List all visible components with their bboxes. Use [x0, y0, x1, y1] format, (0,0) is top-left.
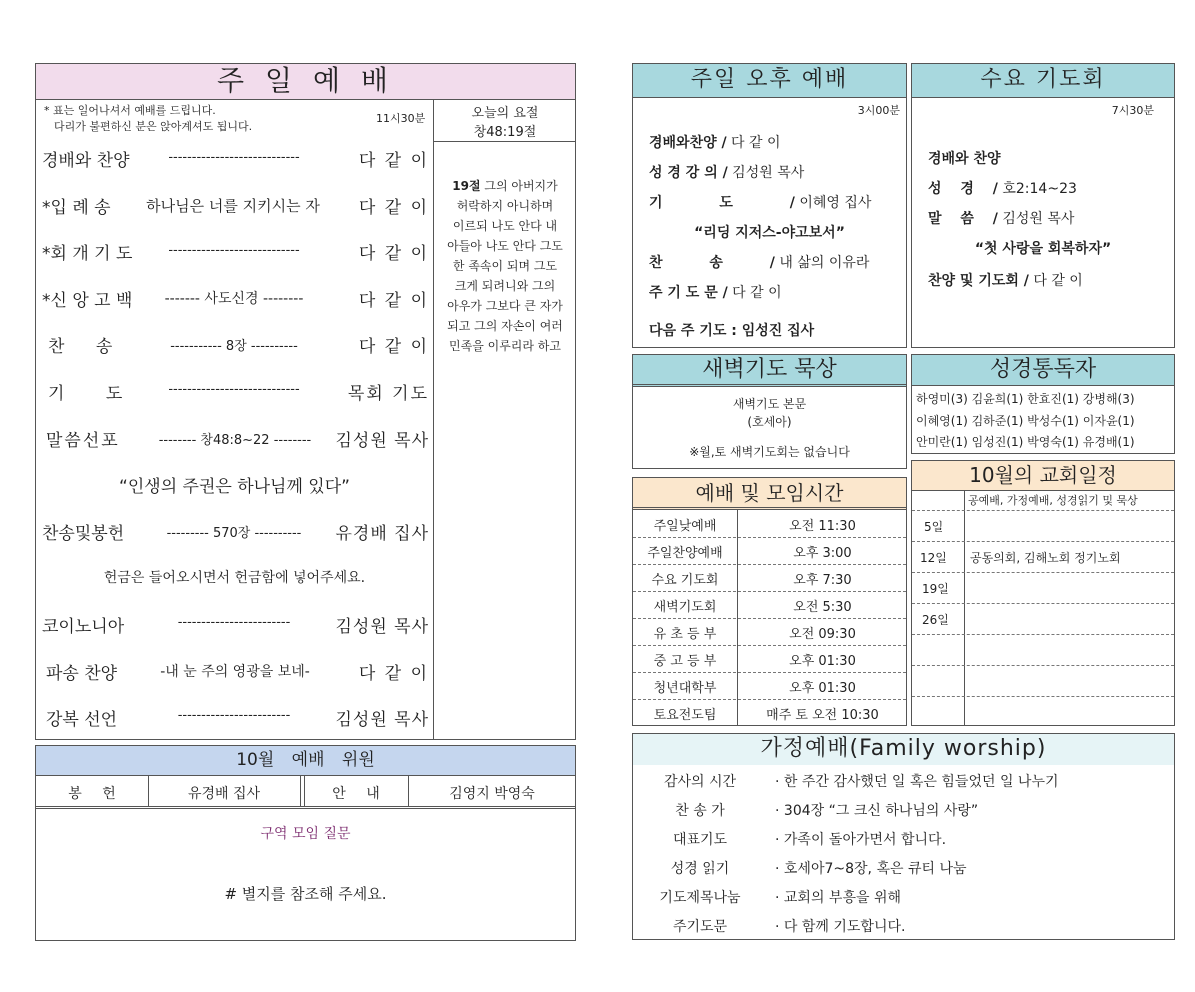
standing-note-1: * 표는 일어나셔서 예배를 드립니다.	[44, 104, 216, 117]
family-title: 가정예배(Family worship)	[633, 734, 1174, 765]
order-label: 코이노니아	[42, 617, 125, 637]
order-label: 찬 송	[48, 337, 113, 357]
bible-reader-row: 하영미(3) 김윤희(1) 한효진(1) 강병해(3)	[916, 392, 1135, 406]
order-leader: 김성원 목사	[335, 431, 429, 451]
family-value: 교회의 부흥을 위해	[783, 890, 901, 906]
family-value: 가족이 돌아가면서 합니다.	[783, 832, 947, 848]
verse-line: 아우가 그보다 큰 자가	[447, 299, 563, 313]
order-label: 경배와 찬양	[42, 151, 130, 171]
order-leader: 다 같 이	[358, 291, 429, 311]
bible-reading-box	[911, 354, 1175, 454]
afternoon-label: 경배와찬양 /	[649, 135, 727, 151]
meeting-time: 매주 토 오전 10:30	[766, 708, 879, 723]
dawn-line: 새벽기도 본문	[732, 397, 807, 411]
meeting-time: 오후 3:00	[793, 546, 852, 561]
order-middle: ------- 사도신경 --------	[164, 291, 304, 307]
order-label: 파송 찬양	[46, 664, 118, 684]
order-label: 기 도	[48, 384, 123, 404]
verse-ref: 창48:19절	[473, 125, 537, 140]
schedule-day: 26일	[922, 613, 949, 627]
wednesday-line: 경배와 찬양	[928, 151, 1001, 167]
afternoon-value: 이혜영 집사	[794, 195, 872, 211]
wednesday-value: 호2:14~23	[997, 181, 1077, 197]
verse-line: 아들아 나도 안다 그도	[447, 239, 563, 253]
offering-note: 헌금은 들어오시면서 헌금함에 넣어주세요.	[103, 570, 366, 586]
family-label: 찬 송 가	[675, 803, 725, 819]
verse-line: 되고 그의 자손이 여러	[447, 319, 563, 333]
meeting-time: 오전 5:30	[793, 600, 852, 615]
meeting-name: 청년대학부	[653, 681, 717, 696]
afternoon-time: 3시00분	[857, 104, 900, 117]
group-question-title: 구역 모임 질문	[260, 826, 351, 842]
bible-reader-row: 이혜영(1) 김하준(1) 박성수(1) 이자윤(1)	[916, 414, 1135, 428]
order-label: 말씀선포	[46, 431, 120, 451]
order-middle: -------- 창48:8~22 --------	[158, 433, 312, 448]
meeting-name: 유 초 등 부	[653, 627, 717, 642]
schedule-day: 19일	[922, 582, 949, 596]
order-middle: ------------------------	[177, 708, 291, 723]
afternoon-value: 다 같 이	[726, 135, 781, 151]
usher-names: 김영지 박영숙	[449, 786, 535, 802]
family-value: 다 함께 기도합니다.	[783, 919, 906, 935]
family-value: 호세아7~8장, 혹은 큐티 나눔	[783, 861, 967, 877]
committee-box	[35, 745, 576, 941]
meeting-time: 오전 11:30	[789, 519, 856, 534]
afternoon-value: 김성원 목사	[727, 165, 805, 181]
afternoon-label: 주 기 도 문 /	[649, 285, 728, 301]
wednesday-title: 수요 기도회	[912, 64, 1174, 98]
meeting-name: 토요전도팀	[653, 708, 717, 723]
meeting-name: 주일낮예배	[653, 519, 717, 534]
family-value: 304장 “그 크신 하나님의 사랑”	[783, 803, 979, 819]
order-middle: 하나님은 너를 지키시는 자	[146, 197, 320, 215]
schedule-day: 5일	[924, 520, 944, 534]
verse-line: 민족을 이루리라 하고	[449, 339, 561, 353]
afternoon-subtitle: “리딩 지저스-야고보서”	[694, 225, 845, 241]
meeting-time: 오후 01:30	[789, 681, 856, 696]
verse-line: 한 족속이 되며 그도	[452, 259, 558, 273]
order-middle: ----------------------------	[168, 382, 300, 397]
family-label: 기도제목나눔	[659, 890, 741, 906]
order-middle: ----------------------------	[168, 150, 300, 165]
wednesday-label: 말 씀 /	[928, 211, 998, 227]
order-item	[42, 146, 130, 171]
schedule-header: 공예배, 가정예배, 성경읽기 및 묵상	[968, 494, 1138, 507]
meeting-name: 주일찬양예배	[647, 546, 723, 561]
meeting-time: 오후 7:30	[793, 573, 852, 588]
next-prayer: 다음 주 기도 : 임성진 집사	[649, 323, 815, 339]
order-middle: ----------------------------	[168, 243, 300, 258]
verse-title: 오늘의 요절	[471, 106, 539, 121]
verse-text	[434, 176, 576, 356]
meeting-times-title: 예배 및 모임시간	[633, 478, 906, 510]
afternoon-value: 내 삶의 이유라	[774, 255, 870, 271]
order-label: *신 앙 고 백	[42, 291, 133, 311]
offering-label: 봉 헌	[68, 786, 116, 802]
verse-line: 이르되 나도 안다 내	[452, 219, 558, 233]
dawn-title: 새벽기도 묵상	[633, 355, 906, 387]
meeting-name: 수요 기도회	[651, 573, 719, 588]
meeting-name: 중 고 등 부	[653, 654, 717, 669]
dawn-prayer-box	[632, 354, 907, 469]
meeting-time: 오후 01:30	[789, 654, 856, 669]
wednesday-label: 성 경 /	[928, 181, 998, 197]
family-value: 한 주간 감사했던 일 혹은 힘들었던 일 나누기	[783, 774, 1059, 790]
order-middle: --------- 570장 ----------	[166, 526, 302, 541]
schedule-box	[911, 460, 1175, 726]
dawn-line: (호세아)	[747, 415, 792, 429]
wednesday-value: 김성원 목사	[997, 211, 1075, 227]
meeting-name: 새벽기도회	[653, 600, 717, 615]
family-label: 대표기도	[672, 832, 728, 848]
sunday-service-title: 주 일 예 배	[36, 64, 575, 100]
meeting-times-box	[632, 477, 907, 726]
verse-line: 크게 되려니와 그의	[454, 279, 556, 293]
schedule-title: 10월의 교회일정	[912, 461, 1174, 491]
family-label: 성경 읽기	[670, 861, 730, 877]
order-leader: 목회 기도	[347, 384, 429, 404]
order-leader: 다 같 이	[358, 337, 429, 357]
committee-title: 10월 예배 위원	[36, 746, 575, 776]
order-label: 강복 선언	[46, 710, 118, 730]
order-leader: 다 같 이	[358, 198, 429, 218]
bible-title: 성경통독자	[912, 355, 1174, 386]
order-leader: 다 같 이	[358, 151, 429, 171]
committee-row	[36, 776, 575, 809]
order-middle: ----------- 8장 ----------	[170, 339, 298, 354]
verse-line: 그의 아버지가	[480, 179, 558, 193]
service-time: 11시30분	[376, 112, 426, 125]
usher-label: 안 내	[332, 786, 380, 802]
order-leader: 김성원 목사	[335, 710, 429, 730]
family-worship-box: 가정예배(Family worship) 감사의 시간 · 한 주간 감사했던 일 혹은 힘들었던 일 나누기 찬 송 가 · 304장 “그 크신 하나님의 사랑” 대표기도 · 가족이 돌아가면서 합니다. 성경 읽기 · 호세아7~8장, 혹은 큐티 나눔 기도제목나눔 · 교회의 부흥을 위해 주기도문 · 다 함께 기도합니다.	[632, 733, 1175, 940]
order-leader: 유경배 집사	[335, 524, 429, 544]
order-label: 찬송및봉헌	[42, 524, 125, 544]
family-label: 주기도문	[672, 919, 728, 935]
verse-line: 허락하지 아니하며	[456, 199, 554, 213]
order-label: *회 개 기 도	[42, 244, 133, 264]
wednesday-time: 7시30분	[1111, 104, 1154, 117]
wednesday-subtitle: “첫 사랑을 회복하자”	[974, 241, 1112, 257]
order-leader: 다 같 이	[358, 244, 429, 264]
wednesday-box	[911, 63, 1175, 348]
wednesday-value: 다 같 이	[1028, 273, 1083, 289]
wednesday-label: 찬양 및 기도회 /	[928, 273, 1029, 289]
schedule-day: 12일	[920, 551, 947, 565]
order-middle: ------------------------	[177, 615, 291, 630]
afternoon-service-box	[632, 63, 907, 348]
schedule-event: 공동의회, 김해노회 정기노회	[970, 551, 1121, 565]
afternoon-label: 찬 송 /	[649, 255, 775, 271]
verse-rule	[434, 141, 576, 142]
family-label: 감사의 시간	[663, 774, 737, 790]
group-question-note: # 별지를 참조해 주세요.	[224, 885, 387, 903]
order-leader: 김성원 목사	[335, 617, 429, 637]
order-leader: 다 같 이	[358, 664, 429, 684]
afternoon-label: 기 도 /	[649, 195, 795, 211]
afternoon-value: 다 같 이	[727, 285, 782, 301]
afternoon-title: 주일 오후 예배	[633, 64, 906, 98]
verse-number: 19절	[452, 179, 481, 193]
sermon-title: “인생의 주권은 하나님께 있다”	[119, 477, 350, 497]
offering-name: 유경배 집사	[187, 786, 261, 802]
sunday-service-box	[35, 63, 576, 740]
standing-note-2: 다리가 불편하신 분은 앉아계셔도 됩니다.	[54, 120, 253, 133]
meeting-time: 오전 09:30	[789, 627, 856, 642]
order-middle: -내 눈 주의 영광을 보네-	[160, 664, 310, 680]
afternoon-label: 성 경 강 의 /	[649, 165, 728, 181]
dawn-line: ※월,토 새벽기도회는 없습니다	[689, 445, 850, 459]
order-label: *입 례 송	[42, 198, 111, 218]
bible-reader-row: 안미란(1) 임성진(1) 박영숙(1) 유경배(1)	[916, 435, 1135, 449]
